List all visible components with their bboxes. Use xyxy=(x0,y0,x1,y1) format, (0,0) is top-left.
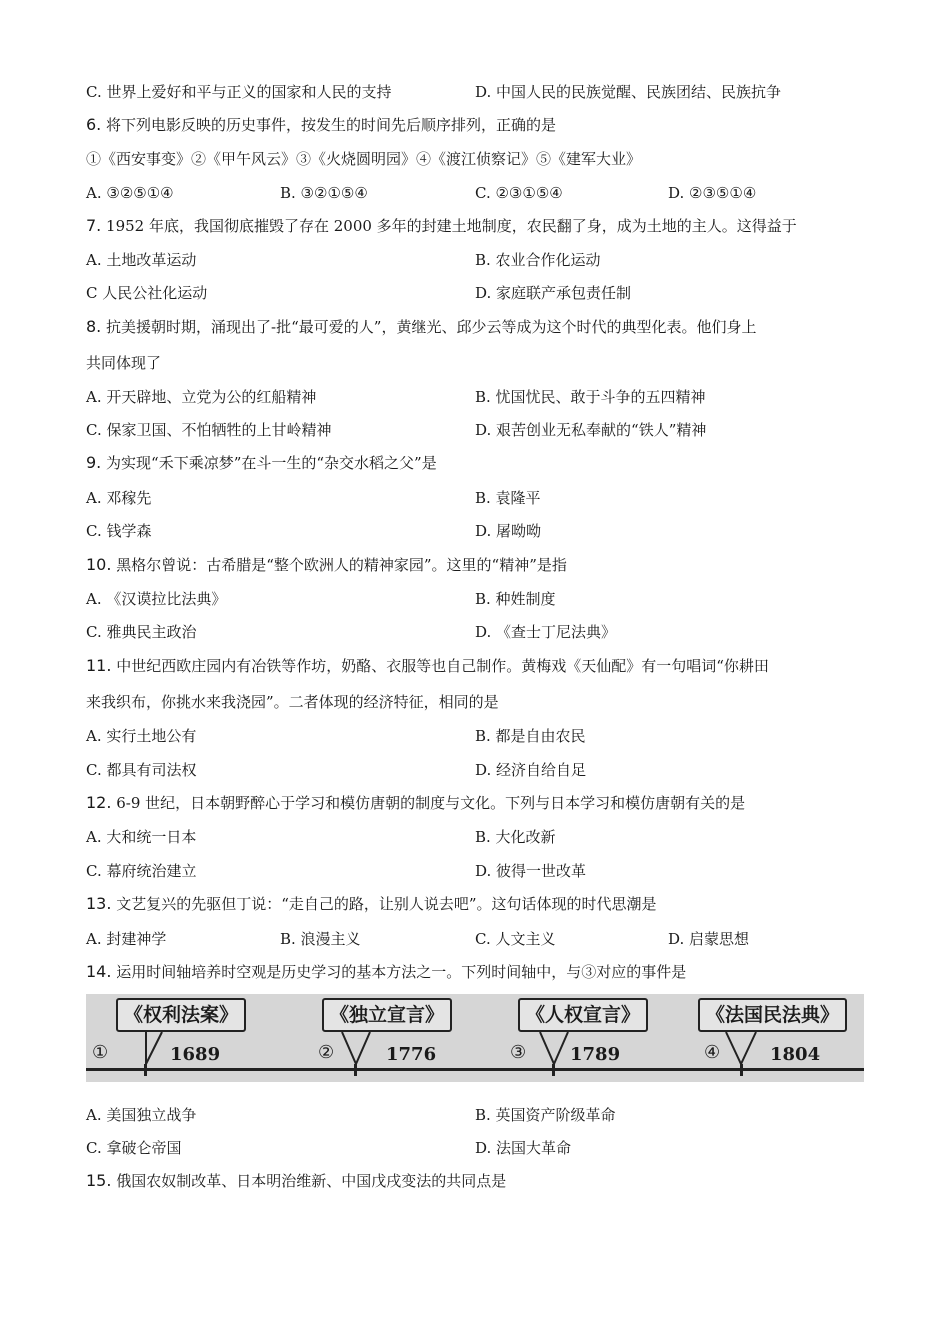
q7-text: 1952 年底，我国彻底摧毁了存在 2000 多年的封建土地制度，农民翻了身，成为土地的主人。这得益于 xyxy=(101,217,797,235)
q11-stem-cont: 来我织布，你挑水来我浇园”。二者体现的经济特征，相同的是 xyxy=(86,693,499,711)
q14-option-b: B. 英国资产阶级革命 xyxy=(475,1106,616,1124)
q7-option-b: B. 农业合作化运动 xyxy=(475,251,601,269)
q14-number: 14. xyxy=(86,962,112,981)
timeline-doc-1: 《权利法案》 xyxy=(116,998,246,1032)
timeline-mark-1: ① xyxy=(92,1042,109,1063)
q14-option-d: D. 法国大革命 xyxy=(475,1139,572,1157)
q14-option-a: A. 美国独立战争 xyxy=(86,1106,197,1124)
q8-option-a: A. 开天辟地、立党为公的红船精神 xyxy=(86,388,317,406)
q12-text: 6-9 世纪，日本朝野醉心于学习和模仿唐朝的制度与文化。下列与日本学习和模仿唐朝有关的是 xyxy=(111,794,746,812)
q12-number: 12. xyxy=(86,793,112,812)
timeline-tick-1 xyxy=(144,1064,147,1076)
q8-option-c: C. 保家卫国、不怕牺牲的上甘岭精神 xyxy=(86,421,332,439)
timeline-tick-2 xyxy=(354,1064,357,1076)
timeline-tick-4 xyxy=(740,1064,743,1076)
q9-option-b: B. 袁隆平 xyxy=(475,489,541,507)
q9-stem xyxy=(86,453,437,473)
q11-stem xyxy=(86,656,769,676)
q12-option-d: D. 彼得一世改革 xyxy=(475,862,587,880)
q10-option-d: D. 《查士丁尼法典》 xyxy=(475,623,617,641)
q7-option-d: D. 家庭联产承包责任制 xyxy=(475,284,632,302)
q13-stem xyxy=(86,894,657,914)
q12-option-a: A. 大和统一日本 xyxy=(86,828,197,846)
q8-stem xyxy=(86,317,756,337)
q10-option-a: A. 《汉谟拉比法典》 xyxy=(86,590,227,608)
timeline-doc-3: 《人权宣言》 xyxy=(518,998,648,1032)
q11-text: 中世纪西欧庄园内有冶铁等作坊，奶酪、衣服等也自己制作。黄梅戏《天仙配》有一句唱词“你耕田 xyxy=(111,657,769,675)
q11-option-b: B. 都是自由农民 xyxy=(475,727,586,745)
q14-stem xyxy=(86,962,686,982)
timeline-year-2: 1776 xyxy=(386,1044,437,1065)
q6-stem xyxy=(86,115,556,135)
q9-option-c: C. 钱学森 xyxy=(86,522,152,540)
q8-text: 抗美援朝时期，涌现出了-批“最可爱的人”，黄继光、邱少云等成为这个时代的典型化表。他们身上 xyxy=(101,318,757,336)
q11-option-d: D. 经济自给自足 xyxy=(475,761,587,779)
q10-number: 10. xyxy=(86,555,112,574)
timeline-year-3: 1789 xyxy=(570,1044,621,1065)
q13-number: 13. xyxy=(86,894,112,913)
timeline-doc-2: 《独立宣言》 xyxy=(322,998,452,1032)
q11-option-a: A. 实行土地公有 xyxy=(86,727,197,745)
q13-option-a: A. 封建神学 xyxy=(86,930,167,948)
timeline-axis xyxy=(86,1068,864,1071)
q13-option-b: B. 浪漫主义 xyxy=(280,930,361,948)
q14-option-c: C. 拿破仑帝国 xyxy=(86,1139,182,1157)
pointer-1 xyxy=(146,1032,162,1064)
timeline-tick-3 xyxy=(552,1064,555,1076)
timeline-mark-2: ② xyxy=(318,1042,335,1063)
q6-number: 6. xyxy=(86,115,102,134)
q9-option-a: A. 邓稼先 xyxy=(86,489,152,507)
pointer-3 xyxy=(540,1032,568,1064)
q15-stem xyxy=(86,1171,506,1191)
timeline-figure xyxy=(86,994,864,1082)
q8-option-b: B. 忧国忧民、敢于斗争的五四精神 xyxy=(475,388,706,406)
q5-option-c: C. 世界上爱好和平与正义的国家和人民的支持 xyxy=(86,83,392,101)
timeline-mark-3: ③ xyxy=(510,1042,527,1063)
timeline-mark-4: ④ xyxy=(704,1042,721,1063)
q7-option-c: C 人民公社化运动 xyxy=(86,284,208,302)
q8-option-d: D. 艰苦创业无私奉献的“铁人”精神 xyxy=(475,421,707,439)
timeline-year-4: 1804 xyxy=(770,1044,821,1065)
q10-option-b: B. 种姓制度 xyxy=(475,590,556,608)
q15-text: 俄国农奴制改革、日本明治维新、中国戊戌变法的共同点是 xyxy=(111,1172,507,1190)
q6-option-a: A. ③②⑤①④ xyxy=(86,184,174,202)
q10-text: 黑格尔曾说：古希腊是“整个欧洲人的精神家园”。这里的“精神”是指 xyxy=(111,556,567,574)
q11-option-c: C. 都具有司法权 xyxy=(86,761,197,779)
q11-number: 11. xyxy=(86,656,112,675)
q12-stem xyxy=(86,793,745,813)
q5-option-d: D. 中国人民的民族觉醒、民族团结、民族抗争 xyxy=(475,83,782,101)
q6-films: ①《西安事变》②《甲午风云》③《火烧圆明园》④《渡江侦察记》⑤《建军大业》 xyxy=(86,150,642,168)
q10-option-c: C. 雅典民主政治 xyxy=(86,623,197,641)
pointer-2 xyxy=(342,1032,370,1064)
q6-option-d: D. ②③⑤①④ xyxy=(668,184,757,202)
q6-option-b: B. ③②①⑤④ xyxy=(280,184,368,202)
q9-number: 9. xyxy=(86,453,102,472)
q13-text: 文艺复兴的先驱但丁说：“走自己的路，让别人说去吧”。这句话体现的时代思潮是 xyxy=(111,895,657,913)
q8-stem-cont: 共同体现了 xyxy=(86,354,162,372)
q10-stem xyxy=(86,555,567,575)
pointer-4 xyxy=(726,1032,756,1064)
q12-option-b: B. 大化改新 xyxy=(475,828,556,846)
q13-option-c: C. 人文主义 xyxy=(475,930,556,948)
q13-option-d: D. 启蒙思想 xyxy=(668,930,750,948)
q7-option-a: A. 土地改革运动 xyxy=(86,251,197,269)
q15-number: 15. xyxy=(86,1171,112,1190)
q7-stem xyxy=(86,216,797,236)
q6-option-c: C. ②③①⑤④ xyxy=(475,184,563,202)
q12-option-c: C. 幕府统治建立 xyxy=(86,862,197,880)
timeline-doc-4: 《法国民法典》 xyxy=(698,998,847,1032)
q14-text: 运用时间轴培养时空观是历史学习的基本方法之一。下列时间轴中，与③对应的事件是 xyxy=(111,963,687,981)
q6-text: 将下列电影反映的历史事件，按发生的时间先后顺序排列，正确的是 xyxy=(101,116,557,134)
q8-number: 8. xyxy=(86,317,102,336)
q9-option-d: D. 屠呦呦 xyxy=(475,522,542,540)
timeline-year-1: 1689 xyxy=(170,1044,221,1065)
q9-text: 为实现“禾下乘凉梦”在斗一生的“杂交水稻之父”是 xyxy=(101,454,437,472)
q7-number: 7. xyxy=(86,216,102,235)
